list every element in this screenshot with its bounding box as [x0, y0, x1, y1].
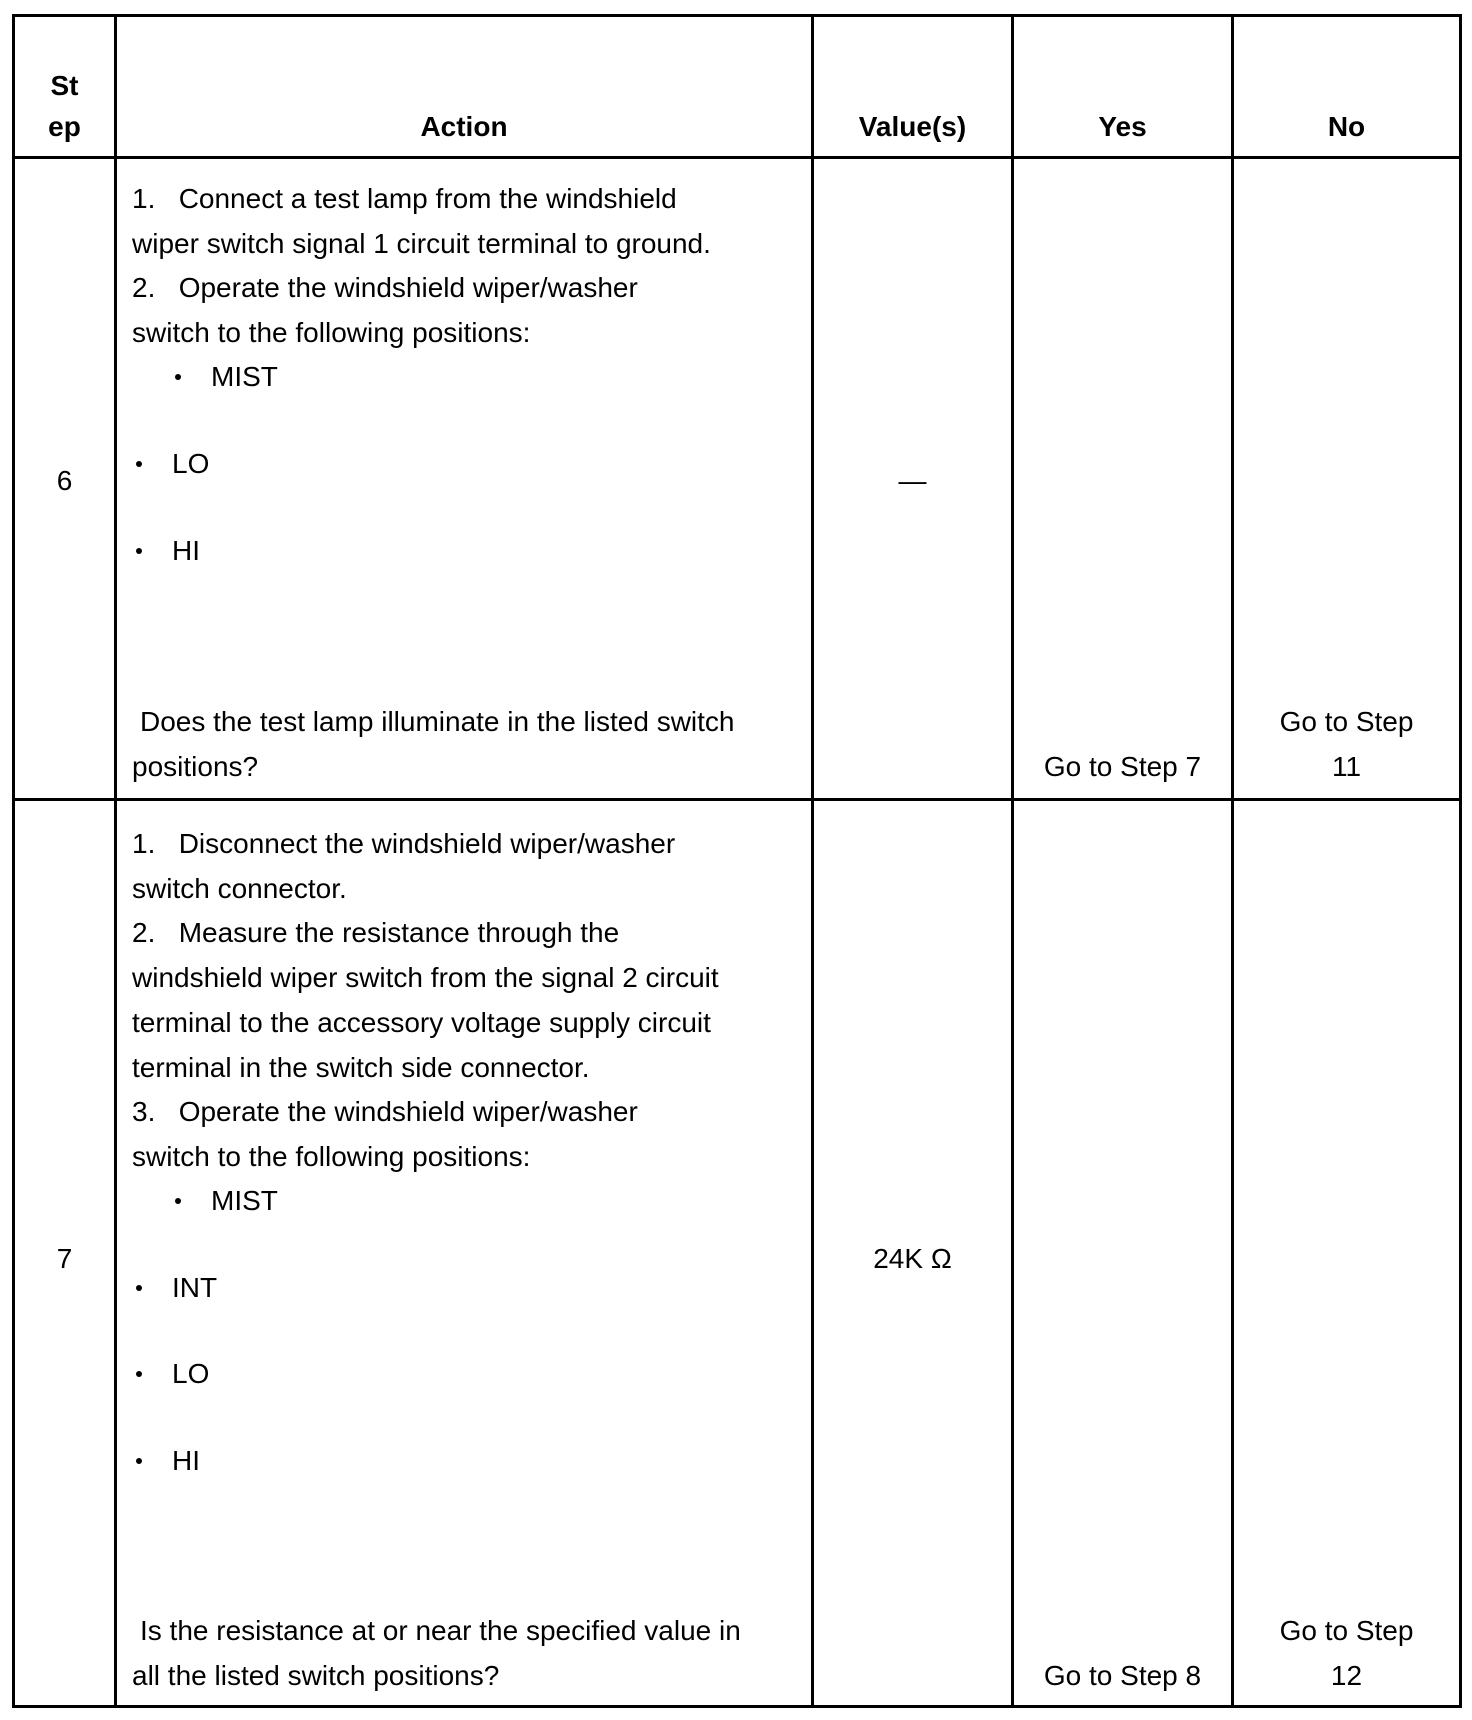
question-line: Is the resistance at or near the specified value in — [140, 1615, 741, 1646]
no-cell-line2: 12 — [1330, 1660, 1363, 1691]
bullet-icon — [136, 461, 142, 467]
column-divider — [811, 14, 814, 1708]
yes-cell: Go to Step 8 — [1043, 1660, 1202, 1691]
header-values: Value(s) — [858, 111, 967, 142]
column-divider — [114, 14, 117, 1708]
action-line: 3. Operate the windshield wiper/washer — [132, 1096, 638, 1127]
yes-cell: Go to Step 7 — [1043, 751, 1202, 782]
table-border-right — [1459, 14, 1462, 1708]
bullet-item: LO — [172, 448, 210, 479]
question-line: positions? — [132, 751, 259, 782]
action-line: switch to the following positions: — [132, 1141, 531, 1172]
bullet-item: MIST — [211, 361, 278, 392]
action-line: 1. Connect a test lamp from the windshield — [132, 183, 677, 214]
value-cell: — — [898, 465, 927, 496]
bullet-item: LO — [172, 1358, 210, 1389]
bullet-icon — [136, 1285, 142, 1291]
header-yes: Yes — [1098, 111, 1147, 142]
action-line: switch connector. — [132, 873, 347, 904]
bullet-icon — [136, 1458, 142, 1464]
action-line: 2. Operate the windshield wiper/washer — [132, 272, 638, 303]
action-line: terminal in the switch side connector. — [132, 1052, 590, 1083]
action-line: terminal to the accessory voltage supply circuit — [132, 1007, 711, 1038]
header-step-line2: ep — [48, 111, 81, 142]
question-line: all the listed switch positions? — [132, 1660, 500, 1691]
question-line: Does the test lamp illuminate in the listed switch — [140, 706, 735, 737]
column-divider — [1231, 14, 1234, 1708]
bullet-icon — [175, 1198, 181, 1204]
bullet-item: HI — [172, 1445, 200, 1476]
row-divider — [12, 798, 1462, 801]
action-line: 2. Measure the resistance through the — [132, 917, 620, 948]
bullet-icon — [136, 548, 142, 554]
step-number: 6 — [56, 465, 73, 496]
bullet-item: HI — [172, 535, 200, 566]
bullet-icon — [136, 1371, 142, 1377]
bullet-icon — [175, 374, 181, 380]
no-cell-line2: 11 — [1331, 751, 1362, 782]
action-line: wiper switch signal 1 circuit terminal to ground. — [132, 228, 711, 259]
action-line: windshield wiper switch from the signal 2 circuit — [132, 962, 719, 993]
bullet-item: MIST — [211, 1185, 278, 1216]
table-border-bottom — [12, 1705, 1462, 1708]
header-divider — [12, 156, 1462, 159]
step-number: 7 — [56, 1243, 73, 1274]
header-step-line1: St — [50, 70, 79, 101]
header-no: No — [1327, 111, 1366, 142]
no-cell-line1: Go to Step — [1279, 1615, 1414, 1646]
action-line: 1. Disconnect the windshield wiper/washer — [132, 828, 676, 859]
action-line: switch to the following positions: — [132, 317, 531, 348]
value-cell: 24K Ω — [873, 1243, 952, 1274]
no-cell-line1: Go to Step — [1279, 706, 1414, 737]
table-border-left — [12, 14, 15, 1708]
table-border-top — [12, 14, 1462, 17]
diagnostic-table — [12, 14, 1462, 1708]
bullet-item: INT — [172, 1272, 218, 1303]
column-divider — [1011, 14, 1014, 1708]
header-action: Action — [420, 111, 508, 142]
